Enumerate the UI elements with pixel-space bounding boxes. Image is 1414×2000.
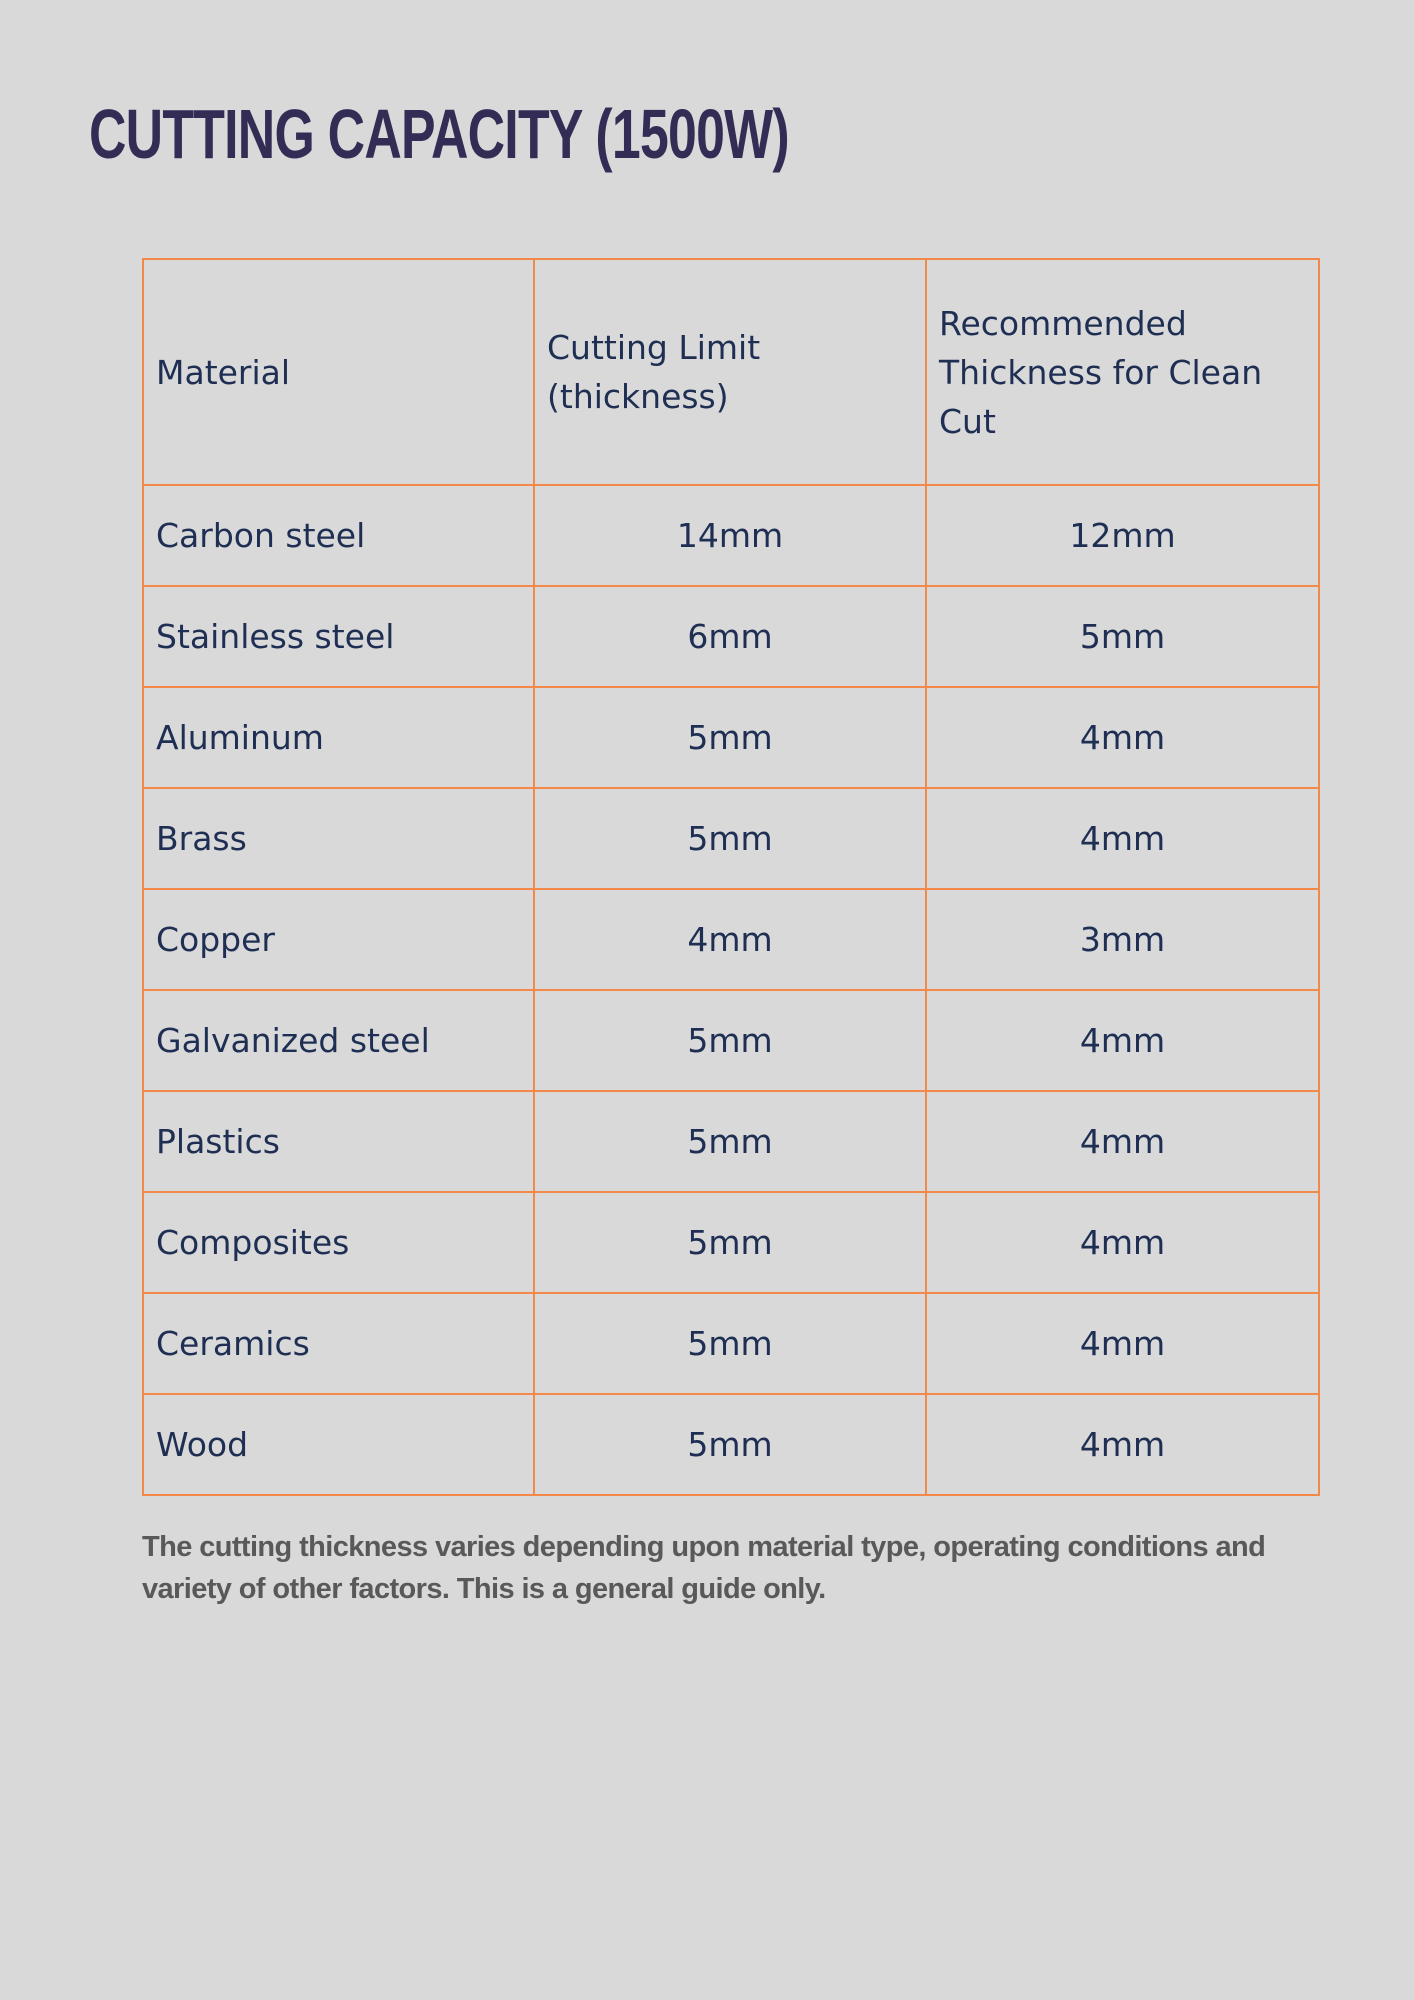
cutting-limit-cell: 5mm [534,990,926,1091]
material-cell: Carbon steel [143,485,534,586]
recommended-thickness-cell: 4mm [926,687,1319,788]
material-cell: Brass [143,788,534,889]
page-title: CUTTING CAPACITY (1500W) [89,95,789,173]
material-cell: Galvanized steel [143,990,534,1091]
recommended-thickness-cell: 4mm [926,990,1319,1091]
recommended-thickness-cell: 4mm [926,1091,1319,1192]
recommended-thickness-cell: 4mm [926,1192,1319,1293]
recommended-thickness-cell: 3mm [926,889,1319,990]
cutting-limit-cell: 14mm [534,485,926,586]
cutting-limit-cell: 6mm [534,586,926,687]
table-row [143,1394,1319,1495]
recommended-thickness-cell: 4mm [926,788,1319,889]
material-cell: Ceramics [143,1293,534,1394]
material-cell: Aluminum [143,687,534,788]
material-cell: Composites [143,1192,534,1293]
table-row [143,1091,1319,1192]
header-recommended-thickness: Recommended Thickness for Clean Cut [926,259,1319,485]
material-cell: Wood [143,1394,534,1495]
material-cell: Copper [143,889,534,990]
table-row [143,586,1319,687]
cutting-limit-cell: 5mm [534,1293,926,1394]
cutting-limit-cell: 5mm [534,788,926,889]
cutting-limit-cell: 5mm [534,1192,926,1293]
cutting-limit-cell: 5mm [534,1091,926,1192]
material-cell: Stainless steel [143,586,534,687]
recommended-thickness-cell: 5mm [926,586,1319,687]
table-header-row [143,259,1319,485]
table-row [143,1192,1319,1293]
cutting-limit-cell: 5mm [534,1394,926,1495]
header-material: Material [143,259,534,485]
recommended-thickness-cell: 4mm [926,1394,1319,1495]
table-row [143,1293,1319,1394]
table-row [143,990,1319,1091]
recommended-thickness-cell: 12mm [926,485,1319,586]
cutting-limit-cell: 5mm [534,687,926,788]
table-row [143,889,1319,990]
table-row [143,788,1319,889]
table-row [143,485,1319,586]
cutting-capacity-table [142,258,1320,1496]
cutting-limit-cell: 4mm [534,889,926,990]
material-cell: Plastics [143,1091,534,1192]
disclaimer-footnote: The cutting thickness varies depending upon material type, operating conditions and variety of other factors. This is a general guide only. [142,1531,1266,1605]
header-cutting-limit: Cutting Limit (thickness) [534,259,926,485]
table-row [143,687,1319,788]
recommended-thickness-cell: 4mm [926,1293,1319,1394]
